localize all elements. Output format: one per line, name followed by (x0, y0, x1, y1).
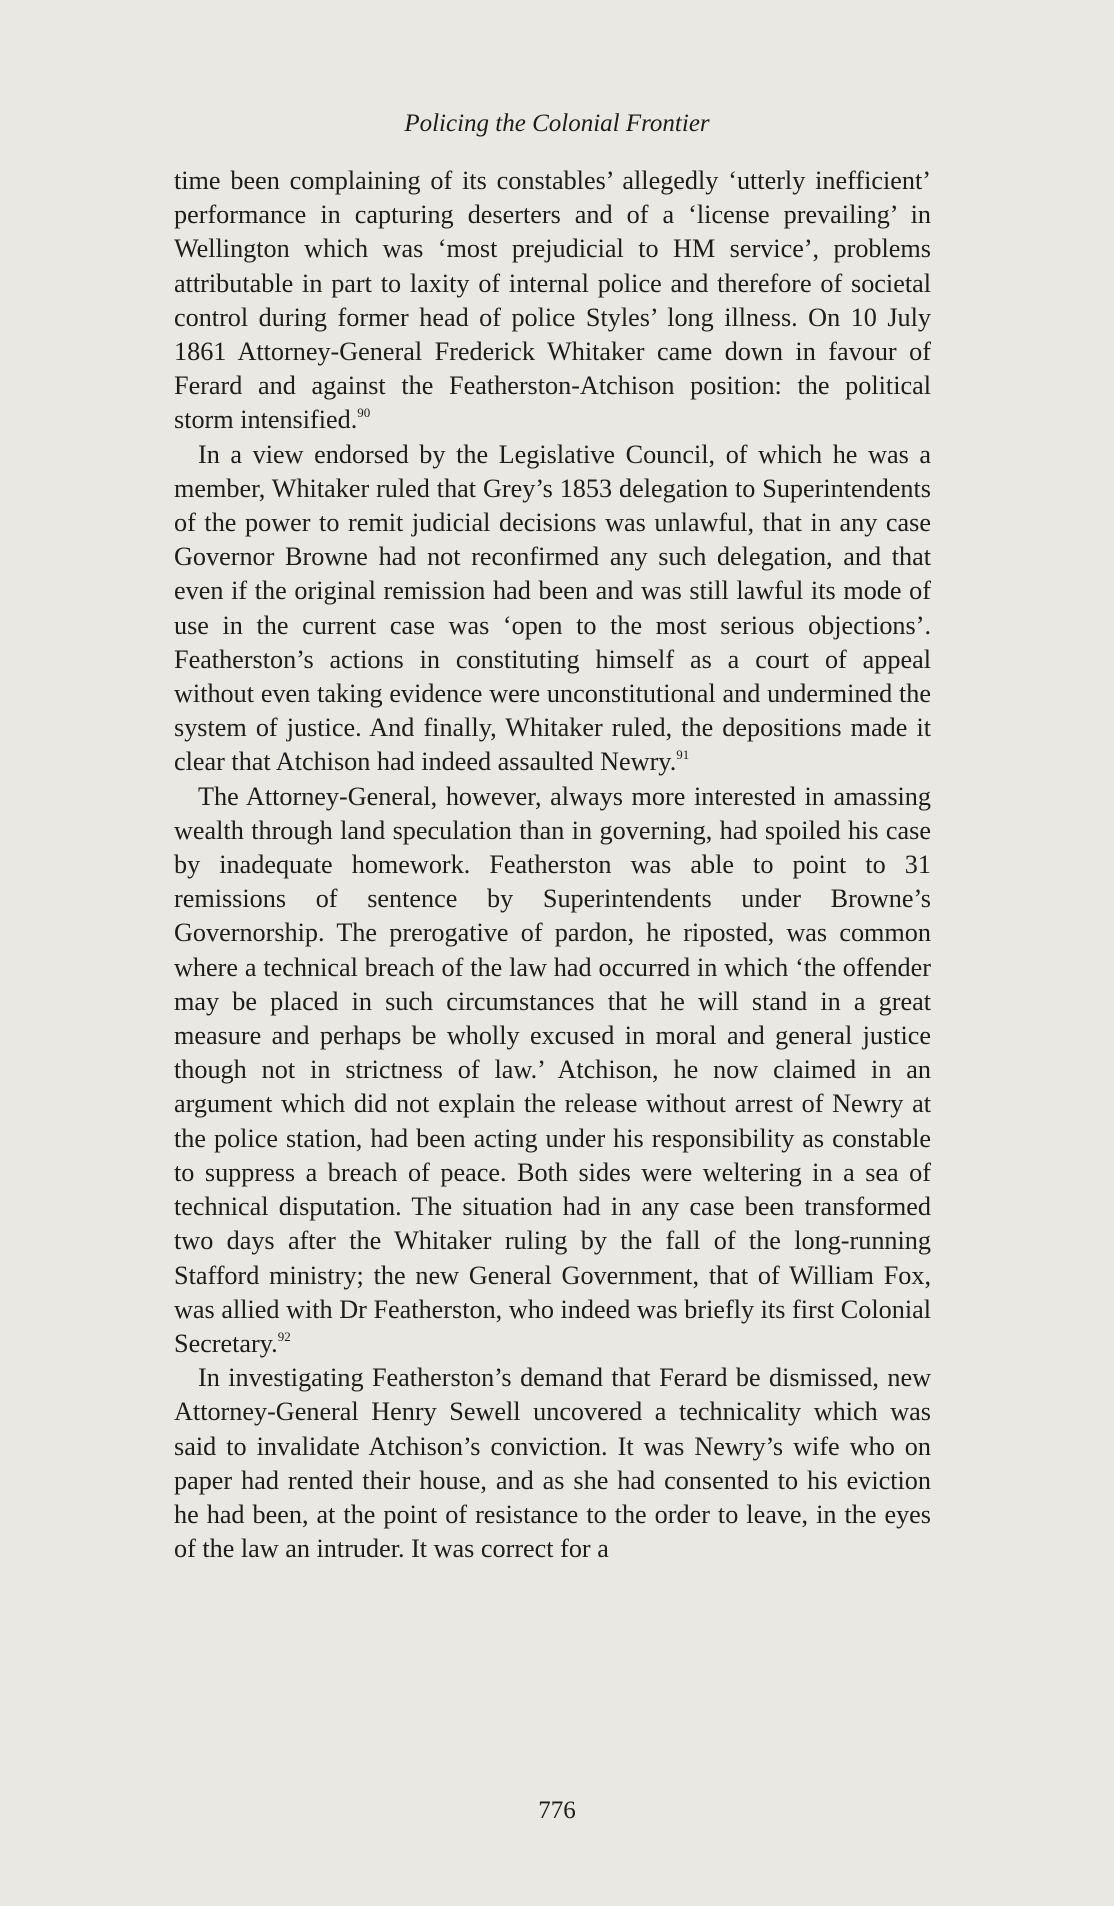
paragraph (174, 164, 931, 438)
paragraph-text: In a view endorsed by the Legislative Council, of which he was a member, Whitaker ruled that Grey’s 1853 delegation to Superintendents of the power to remit judicial decisions was unlawful, that in any case Governor Browne had not reconfirmed any such delegation, and that even if the original remission had been and was still lawful its mode of use in the current case was ‘open to the most serious objections’. Featherston’s actions in constituting himself as a court of appeal without even taking evidence were unconstitutional and undermined the system of justice. And finally, Whitaker ruled, the depositions made it clear that Atchison had indeed assaulted Newry. (174, 439, 931, 777)
page-number: 776 (538, 1797, 576, 1824)
body-text (174, 164, 931, 1566)
paragraph (174, 1361, 931, 1566)
paragraph-text: The Attorney-General, however, always more interested in amassing wealth through land speculation than in governing, had spoiled his case by inadequate homework. Featherston was able to point to 31 remissions of sentence by Superintendents under Browne’s Governorship. The prerogative of pardon, he riposted, was common where a technical breach of the law had occurred in which ‘the offender may be placed in such circumstances that he will stand in a great measure and perhaps be wholly excused in moral and general justice though not in strictness of law.’ Atchison, he now claimed in an argument which did not explain the release without arrest of Newry at the police station, had been acting under his responsibility as constable to suppress a breach of peace. Both sides were weltering in a sea of technical disputation. The situation had in any case been transformed two days after the Whitaker ruling by the fall of the long-running Stafford ministry; the new General Government, that of William Fox, was allied with Dr Featherston, who indeed was briefly its first Colonial Secretary. (174, 781, 931, 1358)
paragraph-text: In investigating Featherston’s demand that Ferard be dismissed, new Attorney-General Henry Sewell uncovered a technicality which was said to invalidate Atchison’s conviction. It was Newry’s wife who on paper had rented their house, and as she had consented to his eviction he had been, at the point of resistance to the order to leave, in the eyes of the law an intruder. It was correct for a (174, 1363, 931, 1564)
running-head: Policing the Colonial Frontier (404, 110, 710, 137)
paragraph-text: time been complaining of its constables’ allegedly ‘utterly inefficient’ performance in capturing deserters and of a ‘license prevailing’ in Wellington which was ‘most prejudicial to HM service’, problems attributable in part to laxity of internal police and therefore of societal control during former head of police Styles’ long illness. On 10 July 1861 Attorney-General Frederick Whitaker came down in favour of Ferard and against the Featherston-Atchison position: the political storm intensified. (174, 166, 931, 435)
paragraph (174, 438, 931, 780)
footnote-marker: 91 (676, 747, 690, 763)
footnote-marker: 92 (277, 1328, 291, 1344)
paragraph (174, 780, 931, 1361)
footnote-marker: 90 (357, 405, 371, 421)
